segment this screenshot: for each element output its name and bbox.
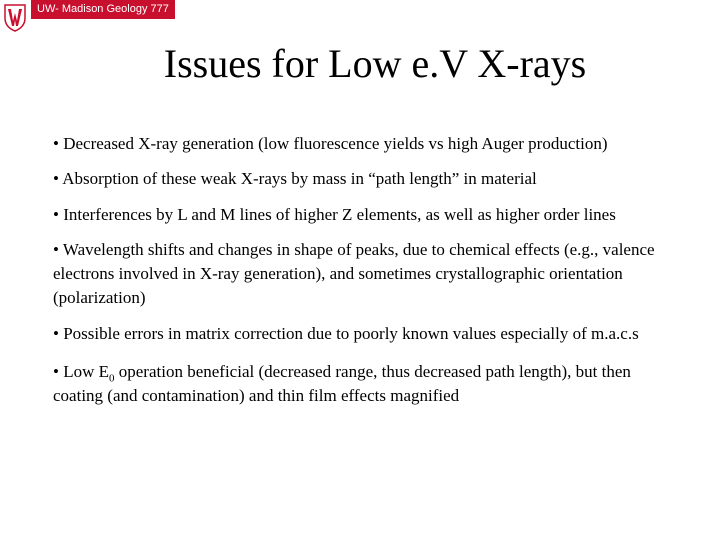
bullet-item-interferences: • Interferences by L and M lines of higher Z elements, as well as higher order lines bbox=[53, 205, 616, 224]
bullet-low-e-prefix: • Low E bbox=[53, 362, 109, 381]
bullet-list bbox=[53, 132, 683, 419]
bullet-item-matrix-correction: • Possible errors in matrix correction due to poorly known values especially of m.a.c.s bbox=[53, 324, 639, 343]
bullet-item-x-ray-generation: • Decreased X-ray generation (low fluorescence yields vs high Auger production) bbox=[53, 134, 608, 153]
bullet-low-e-suffix: operation beneficial (decreased range, thus decreased path length), but then coating (and contamination) and thin film effects magnified bbox=[53, 362, 631, 405]
bullet-item-low-e0-operation bbox=[53, 360, 683, 408]
course-banner: UW- Madison Geology 777 bbox=[31, 0, 175, 19]
uw-crest-logo-icon bbox=[3, 3, 27, 32]
slide-title: Issues for Low e.V X-rays bbox=[163, 41, 587, 86]
bullet-item-absorption: • Absorption of these weak X-rays by mass in “path length” in material bbox=[53, 169, 537, 188]
bullet-e-subscript: 0 bbox=[109, 372, 115, 385]
bullet-item-wavelength-shifts: • Wavelength shifts and changes in shape of peaks, due to chemical effects (e.g., valence electrons involved in X-ray generation), and sometimes crystallographic orientation (polarization) bbox=[53, 240, 655, 307]
